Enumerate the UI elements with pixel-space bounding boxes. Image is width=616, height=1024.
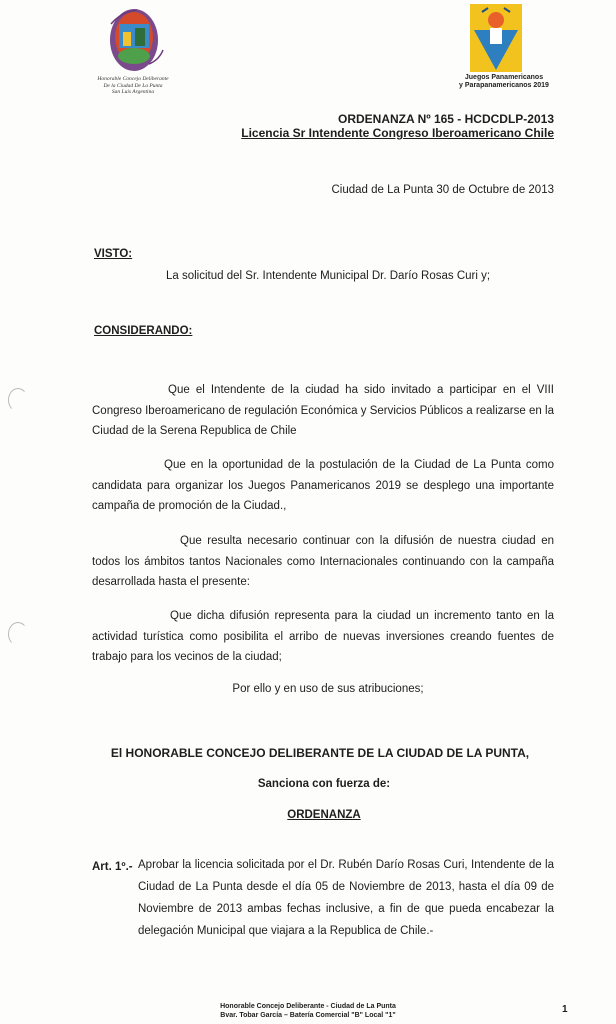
article-text: Aprobar la licencia solicitada por el Dr. Rubén Darío Rosas Curi, Intendente de la Ciudad de La Punta desde el día 05 de Noviembre de 2013, hasta el día 09 de Noviembre de 2013 ambas fechas inclusive, a fin de que pueda encabezar la delegación Municipal que viajara a la Republica de Chile.-	[138, 859, 554, 937]
considerando-paragraph: Que en la oportunidad de la postulación de la Ciudad de La Punta como candidata para organizar los Juegos Panamericanos 2019 se desplego una importante campaña de promoción de la Ciudad.,	[92, 459, 554, 512]
footer-line: Honorable Concejo Deliberante - Ciudad de La Punta	[220, 1003, 396, 1010]
ordinance-title: ORDENANZA	[287, 809, 361, 821]
caption-line: De la Ciudad De La Punta	[103, 82, 163, 89]
considerando-paragraph: Que resulta necesario continuar con la difusión de nuestra ciudad en todos los ámbitos tantos Nacionales como Internacionales continuando con la campaña desarrollada hasta el presente:	[92, 535, 554, 588]
panamerican-emblem-icon	[470, 4, 522, 72]
article-label: Art. 1º.-	[92, 861, 133, 873]
considerando-closing: Por ello y en uso de sus atribuciones;	[232, 683, 424, 695]
caption-line: San Luis Argentina	[111, 89, 155, 95]
considerando-paragraph: Que el Intendente de la ciudad ha sido invitado a participar en el VIII Congreso Iberoamericano de regulación Económica y Servicios Públicos a realizarse en la Ciudad de la Serena Republica de Chile	[92, 384, 554, 437]
caption-line: y Parapanamericanos 2019	[459, 82, 549, 89]
caption-line: Honorable Concejo Deliberante	[97, 76, 169, 82]
considerando-paragraph: Que dicha difusión representa para la ciudad un incremento tanto en la actividad turística como posibilita el arribo de nuevas inversiones creando fuentes de trabajo para los vecinos de la ciudad;	[92, 610, 554, 663]
date-line: Ciudad de La Punta 30 de Octubre de 2013	[331, 184, 554, 196]
panamerican-logo-caption	[448, 74, 560, 90]
considerando-heading: CONSIDERANDO:	[94, 325, 193, 337]
council-logo-caption	[96, 76, 170, 96]
caption-line: Juegos Panamericanos	[464, 74, 544, 81]
page-footer	[0, 1003, 616, 1020]
footer-line: Bvar. Tobar García – Batería Comercial "B" Local "1"	[220, 1011, 396, 1019]
visto-heading: VISTO:	[94, 248, 133, 260]
council-body: El HONORABLE CONCEJO DELIBERANTE DE LA CIUDAD DE LA PUNTA,	[110, 746, 530, 760]
council-logo	[96, 4, 176, 96]
sanciona-line: Sanciona con fuerza de:	[257, 778, 391, 790]
punch-hole	[8, 622, 28, 646]
panamerican-games-logo	[448, 4, 560, 90]
visto-text: La solicitud del Sr. Intendente Municipal Dr. Darío Rosas Curi y;	[166, 270, 491, 282]
ordinance-number: ORDENANZA Nº 165 - HCDCDLP-2013	[338, 112, 554, 126]
punch-hole	[8, 388, 28, 412]
ordinance-subject: Licencia Sr Intendente Congreso Iberoamericano Chile	[241, 126, 554, 140]
page-number: 1	[562, 1004, 568, 1015]
council-emblem-icon	[101, 4, 171, 76]
